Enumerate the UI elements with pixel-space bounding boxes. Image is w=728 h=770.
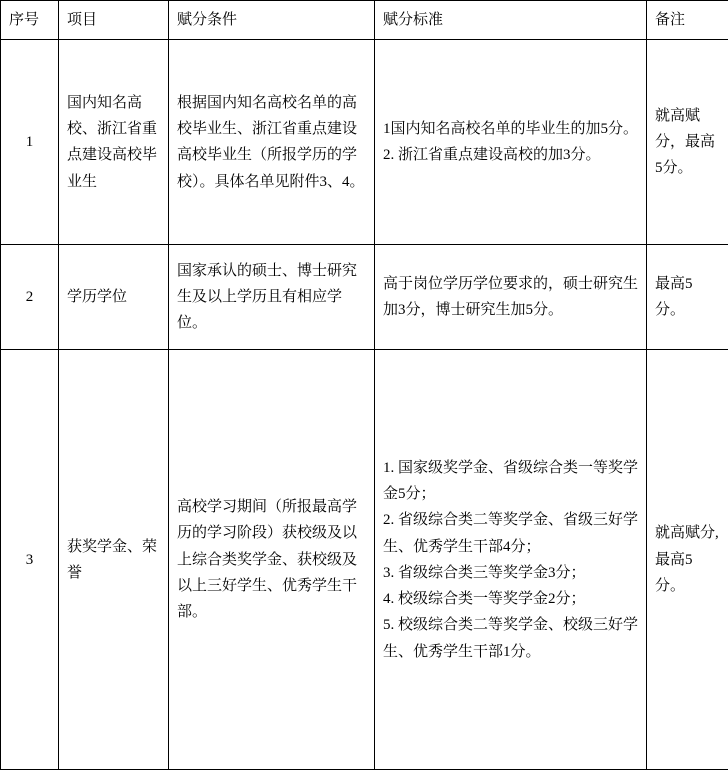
criteria-line: 3. 省级综合类三等奖学金3分； [383,564,586,581]
row-remark: 就高赋分，最高5分。 [647,40,728,245]
row-criteria [375,245,647,350]
criteria-line: 2. 浙江省重点建设高校的加3分。 [383,147,601,164]
row-condition: 根据国内知名高校名单的高校毕业生、浙江省重点建设高校毕业生（所报学历的学校）。具体名单见附件3、4。 [169,40,375,245]
row-criteria [375,350,647,770]
column-header-item: 项目 [59,1,169,40]
table-row [1,350,728,770]
table-row [1,40,728,245]
row-item: 学历学位 [59,245,169,350]
table-header-row [1,1,728,40]
row-condition: 高校学习期间（所报最高学历的学习阶段）获校级及以上综合类奖学金、获校级及以上三好学生、优秀学生干部。 [169,350,375,770]
row-item: 获奖学金、荣誉 [59,350,169,770]
row-item: 国内知名高校、浙江省重点建设高校毕业生 [59,40,169,245]
row-remark: 就高赋分,最高5分。 [647,350,728,770]
column-header-remark: 备注 [647,1,728,40]
criteria-line: 4. 校级综合类一等奖学金2分； [383,591,586,607]
table-row [1,245,728,350]
criteria-line: 2. 省级综合类二等奖学金、省级三好学生、优秀学生干部4分； [383,512,639,555]
row-criteria [375,40,647,245]
column-header-index: 序号 [1,1,59,40]
column-header-criteria: 赋分标准 [375,1,647,40]
row-index: 3 [1,350,59,770]
row-index: 1 [1,40,59,245]
criteria-line: 高于岗位学历学位要求的，硕士研究生加3分，博士研究生加5分。 [383,276,639,319]
criteria-line: 1国内知名高校名单的毕业生的加5分。 [383,121,639,137]
criteria-line: 1. 国家级奖学金、省级综合类一等奖学金5分； [383,459,639,502]
column-header-condition: 赋分条件 [169,1,375,40]
row-index: 2 [1,245,59,350]
row-remark: 最高5分。 [647,245,728,350]
row-condition: 国家承认的硕士、博士研究生及以上学历且有相应学位。 [169,245,375,350]
criteria-line: 5. 校级综合类二等奖学金、校级三好学生、优秀学生干部1分。 [383,617,639,660]
